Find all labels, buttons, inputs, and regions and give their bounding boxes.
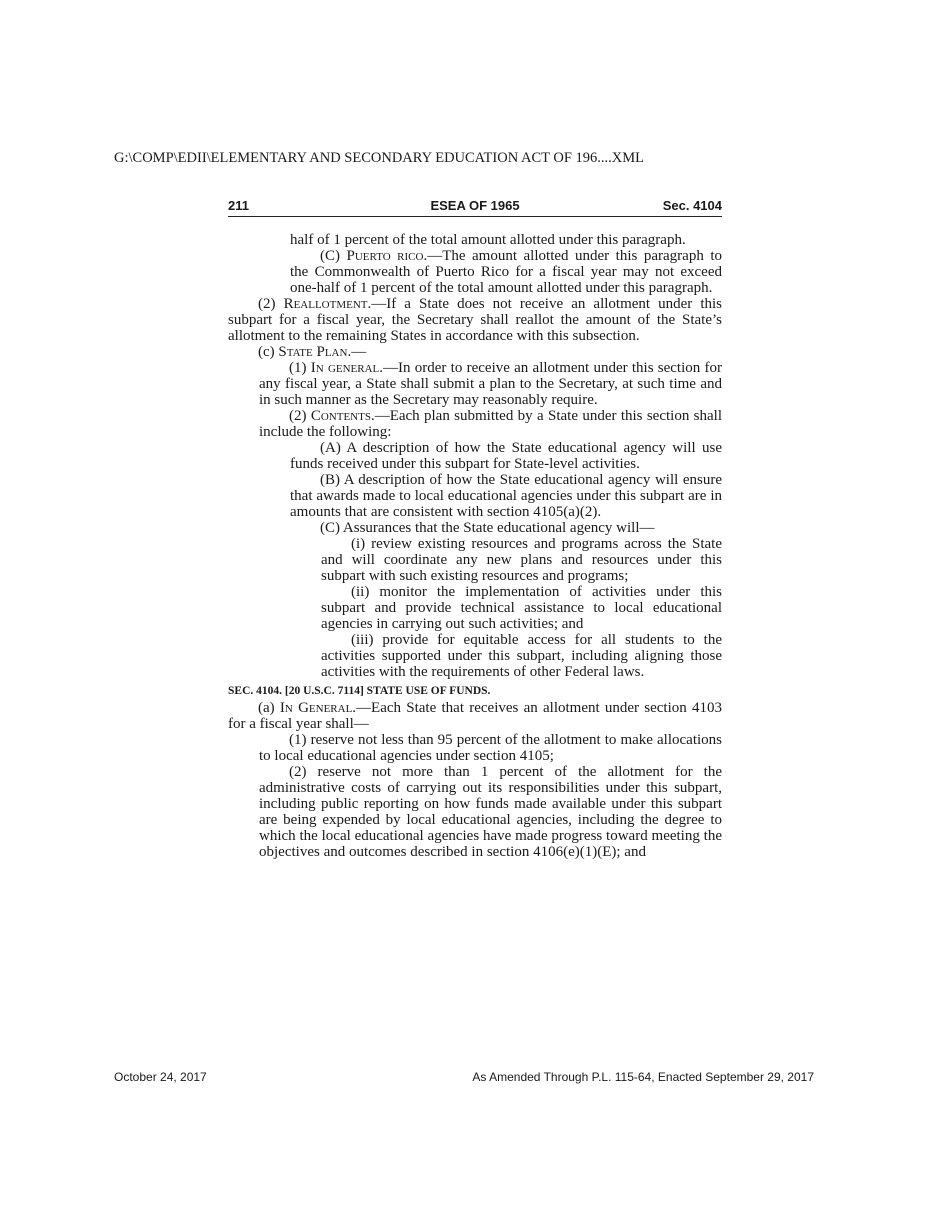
page-title: ESEA OF 1965 xyxy=(430,198,520,213)
paragraph: (1) In general.—In order to receive an allotment under this section for any fiscal year, a State shall submit a plan to the Secretary, at such time and in such manner as the Secretary may reasonably require. xyxy=(259,360,723,408)
paragraph: (A) A description of how the State educational agency will use funds received under this subpart for State-level activities. xyxy=(290,440,722,472)
paragraph: (B) A description of how the State educational agency will ensure that awards made to local educational agencies under this subpart are in amounts that are consistent with section 4105(a)(2). xyxy=(290,472,722,520)
page-number: 211 xyxy=(228,198,249,213)
paragraph-heading: In general xyxy=(310,360,380,376)
paragraph-heading: In General xyxy=(279,700,353,716)
paragraph: (2) Reallotment.—If a State does not receive an allotment under this subpart for a fiscal year, the Secretary shall reallot the amount of the State’s allotment to the remaining States in accordance with this subsection. xyxy=(228,296,723,344)
paragraph: (i) review existing resources and programs across the State and will coordinate any new plans and resources under this subpart with such existing resources and programs; xyxy=(321,536,722,584)
section-label: Sec. 4104 xyxy=(662,198,722,213)
paragraph: (iii) provide for equitable access for all students to the activities supported under this subpart, including aligning those activities with the requirements of other Federal laws. xyxy=(321,632,722,680)
paragraph-heading: Contents xyxy=(310,408,371,424)
footer-date: October 24, 2017 xyxy=(114,1070,207,1084)
paragraph: (c) State Plan.— xyxy=(258,344,367,360)
file-path: G:\COMP\EDII\ELEMENTARY AND SECONDARY EDUCATION ACT OF 196....XML xyxy=(114,150,644,166)
section-heading: SEC. 4104. [20 U.S.C. 7114] STATE USE OF FUNDS. xyxy=(228,685,491,697)
paragraph: (C) Assurances that the State educational agency will— xyxy=(320,520,655,536)
paragraph: (1) reserve not less than 95 percent of the allotment to make allocations to local educational agencies under section 4105; xyxy=(259,732,722,764)
paragraph: (2) reserve not more than 1 percent of the allotment for the administrative costs of carrying out its responsibilities under this subpart, including public reporting on how funds made available under this subpart are being expended by local educational agencies, including the degree to which the local educational agencies have made progress toward meeting the objectives and outcomes described in section 4106(e)(1)(E); and xyxy=(259,764,722,860)
paragraph: (a) In General.—Each State that receives an allotment under section 4103 for a fiscal year shall— xyxy=(228,700,723,732)
footer-amended: As Amended Through P.L. 115-64, Enacted September 29, 2017 xyxy=(472,1070,814,1084)
paragraph-heading: State Plan xyxy=(278,344,348,360)
paragraph: half of 1 percent of the total amount allotted under this paragraph. xyxy=(290,232,686,248)
document-body xyxy=(228,232,722,860)
paragraph: (C) Puerto rico.—The amount allotted under this paragraph to the Commonwealth of Puerto Rico for a fiscal year may not exceed one-half of 1 percent of the total amount allotted under this paragraph. xyxy=(290,248,722,296)
paragraph: (2) Contents.—Each plan submitted by a State under this section shall include the following: xyxy=(259,408,722,440)
paragraph-heading: Puerto rico xyxy=(346,248,424,264)
running-head xyxy=(228,198,722,217)
paragraph-heading: Reallotment xyxy=(283,296,368,312)
paragraph: (ii) monitor the implementation of activities under this subpart and provide technical assistance to local educational agencies in carrying out such activities; and xyxy=(321,584,722,632)
